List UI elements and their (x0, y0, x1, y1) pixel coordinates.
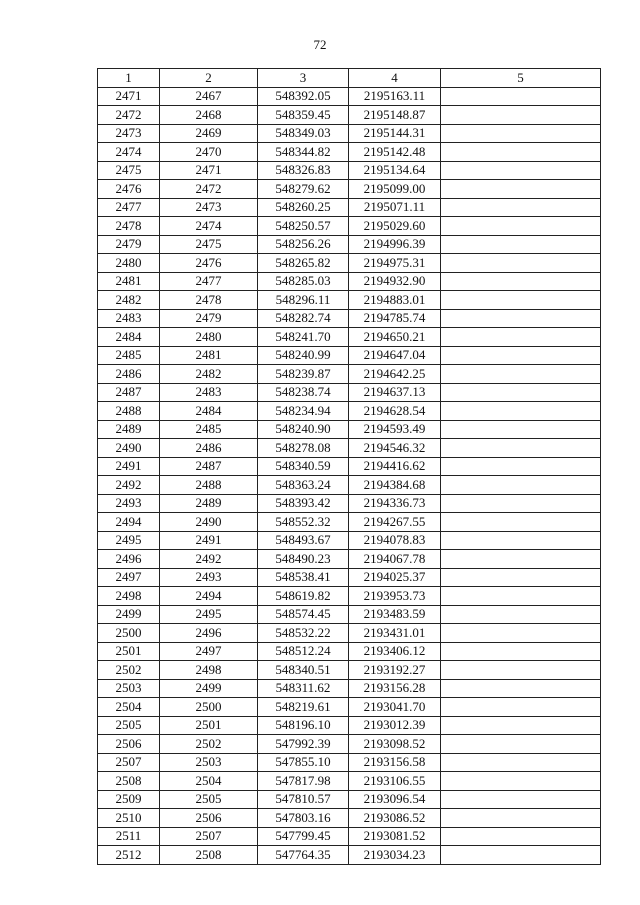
table-row (98, 809, 601, 828)
table-cell (441, 679, 601, 698)
table-cell (441, 254, 601, 273)
table-cell: 2508 (160, 846, 258, 865)
table-row (98, 531, 601, 550)
table-cell: 2193406.12 (349, 642, 441, 661)
table-cell: 2478 (160, 291, 258, 310)
table-cell: 548234.94 (258, 402, 349, 421)
table-cell: 2496 (98, 550, 160, 569)
table-cell: 2485 (160, 420, 258, 439)
table-row (98, 106, 601, 125)
table-cell (441, 328, 601, 347)
table-header-row (98, 69, 601, 88)
table-cell: 2194384.68 (349, 476, 441, 495)
table-row (98, 180, 601, 199)
table-cell (441, 809, 601, 828)
table-cell: 2488 (98, 402, 160, 421)
table-row (98, 198, 601, 217)
table-row (98, 790, 601, 809)
table-cell: 2473 (160, 198, 258, 217)
table-cell: 2495 (98, 531, 160, 550)
table-cell (441, 161, 601, 180)
table-cell: 2484 (98, 328, 160, 347)
table-cell: 548250.57 (258, 217, 349, 236)
table-row (98, 235, 601, 254)
table-cell: 2477 (98, 198, 160, 217)
table-row (98, 568, 601, 587)
table-cell: 2194336.73 (349, 494, 441, 513)
table-cell: 2193483.59 (349, 605, 441, 624)
table-cell: 2506 (160, 809, 258, 828)
table-cell: 2501 (98, 642, 160, 661)
table-cell: 2473 (98, 124, 160, 143)
table-row (98, 309, 601, 328)
table-cell: 548240.90 (258, 420, 349, 439)
table-cell: 2472 (98, 106, 160, 125)
table-cell: 548260.25 (258, 198, 349, 217)
table-cell: 2194975.31 (349, 254, 441, 273)
table-cell: 2471 (98, 87, 160, 106)
table-row (98, 513, 601, 532)
table-cell: 2193953.73 (349, 587, 441, 606)
table-cell: 548285.03 (258, 272, 349, 291)
table-row (98, 161, 601, 180)
column-header: 1 (98, 69, 160, 88)
table-cell: 2467 (160, 87, 258, 106)
table-cell (441, 87, 601, 106)
table-cell: 2479 (98, 235, 160, 254)
table-row (98, 587, 601, 606)
table-cell (441, 494, 601, 513)
table-cell: 2498 (160, 661, 258, 680)
table-cell (441, 716, 601, 735)
table-cell: 548219.61 (258, 698, 349, 717)
table-cell: 2481 (98, 272, 160, 291)
table-cell: 2478 (98, 217, 160, 236)
table-cell (441, 476, 601, 495)
table-row (98, 827, 601, 846)
table-cell: 2195134.64 (349, 161, 441, 180)
table-cell: 2194067.78 (349, 550, 441, 569)
column-header: 2 (160, 69, 258, 88)
table-cell: 2194416.62 (349, 457, 441, 476)
table-cell: 2500 (160, 698, 258, 717)
table-row (98, 420, 601, 439)
table-cell: 2486 (98, 365, 160, 384)
table-cell: 2512 (98, 846, 160, 865)
table-cell: 2490 (160, 513, 258, 532)
table-row (98, 698, 601, 717)
table-cell: 2488 (160, 476, 258, 495)
table-cell: 2195163.11 (349, 87, 441, 106)
table-cell: 2490 (98, 439, 160, 458)
table-cell: 2193431.01 (349, 624, 441, 643)
table-cell: 2482 (98, 291, 160, 310)
table-cell: 2195144.31 (349, 124, 441, 143)
table-cell: 548512.24 (258, 642, 349, 661)
table-cell: 548340.59 (258, 457, 349, 476)
table-cell: 2193096.54 (349, 790, 441, 809)
table-cell: 548490.23 (258, 550, 349, 569)
table-cell (441, 550, 601, 569)
table-cell: 2195071.11 (349, 198, 441, 217)
table-cell: 548279.62 (258, 180, 349, 199)
table-cell: 2193106.55 (349, 772, 441, 791)
table-cell (441, 827, 601, 846)
column-header: 4 (349, 69, 441, 88)
table-row (98, 846, 601, 865)
table-cell: 2481 (160, 346, 258, 365)
table-cell: 2491 (98, 457, 160, 476)
table-cell: 548363.24 (258, 476, 349, 495)
table-cell (441, 272, 601, 291)
table-row (98, 624, 601, 643)
table-cell: 2494 (160, 587, 258, 606)
table-cell: 548493.67 (258, 531, 349, 550)
table-cell: 2503 (98, 679, 160, 698)
table-row (98, 383, 601, 402)
table-cell: 2505 (160, 790, 258, 809)
table-cell: 2492 (98, 476, 160, 495)
table-cell: 2500 (98, 624, 160, 643)
table-cell (441, 217, 601, 236)
table-row (98, 124, 601, 143)
table-cell: 2480 (98, 254, 160, 273)
table-cell (441, 642, 601, 661)
table-cell: 2487 (98, 383, 160, 402)
table-cell: 2194650.21 (349, 328, 441, 347)
table-row (98, 550, 601, 569)
table-cell: 548296.11 (258, 291, 349, 310)
table-cell: 2193041.70 (349, 698, 441, 717)
table-cell: 2506 (98, 735, 160, 754)
table-cell: 2469 (160, 124, 258, 143)
table-cell: 2504 (160, 772, 258, 791)
table-cell: 2493 (160, 568, 258, 587)
table-cell (441, 624, 601, 643)
table-cell: 2487 (160, 457, 258, 476)
column-header: 3 (258, 69, 349, 88)
table-cell: 2483 (160, 383, 258, 402)
table-cell: 2195029.60 (349, 217, 441, 236)
table-cell: 2193192.27 (349, 661, 441, 680)
table-cell: 2505 (98, 716, 160, 735)
table-cell: 2194025.37 (349, 568, 441, 587)
table-cell: 548326.83 (258, 161, 349, 180)
table-cell: 548196.10 (258, 716, 349, 735)
table-row (98, 365, 601, 384)
table-cell (441, 143, 601, 162)
table-cell: 548538.41 (258, 568, 349, 587)
table-row (98, 772, 601, 791)
table-cell: 548349.03 (258, 124, 349, 143)
table-cell: 2474 (98, 143, 160, 162)
table-cell: 547764.35 (258, 846, 349, 865)
table-row (98, 716, 601, 735)
table-row (98, 272, 601, 291)
table-cell: 2502 (98, 661, 160, 680)
table-cell: 2485 (98, 346, 160, 365)
table-cell: 2194637.13 (349, 383, 441, 402)
table-cell: 548240.99 (258, 346, 349, 365)
table-cell (441, 309, 601, 328)
table-cell (441, 439, 601, 458)
table-cell (441, 291, 601, 310)
table-cell: 2194267.55 (349, 513, 441, 532)
table-cell: 548574.45 (258, 605, 349, 624)
table-cell: 2497 (98, 568, 160, 587)
table-cell (441, 735, 601, 754)
table-cell: 2482 (160, 365, 258, 384)
table-cell: 2194932.90 (349, 272, 441, 291)
table-cell (441, 698, 601, 717)
table-cell: 2483 (98, 309, 160, 328)
table-cell (441, 346, 601, 365)
table-row (98, 753, 601, 772)
table-cell (441, 124, 601, 143)
table-cell: 2495 (160, 605, 258, 624)
table-cell: 2193012.39 (349, 716, 441, 735)
table-row (98, 661, 601, 680)
table-cell: 2194883.01 (349, 291, 441, 310)
table-cell (441, 180, 601, 199)
table-cell (441, 846, 601, 865)
table-cell: 2486 (160, 439, 258, 458)
table-cell: 2489 (160, 494, 258, 513)
table-cell: 2507 (160, 827, 258, 846)
table-cell: 548265.82 (258, 254, 349, 273)
table-cell: 2503 (160, 753, 258, 772)
table-cell: 2193034.23 (349, 846, 441, 865)
table-cell: 2194078.83 (349, 531, 441, 550)
table-cell (441, 587, 601, 606)
table-cell: 2477 (160, 272, 258, 291)
table-cell: 2494 (98, 513, 160, 532)
table-cell: 548256.26 (258, 235, 349, 254)
table-cell (441, 402, 601, 421)
table-row (98, 143, 601, 162)
table-cell: 2501 (160, 716, 258, 735)
table-row (98, 457, 601, 476)
table-cell: 2195148.87 (349, 106, 441, 125)
table-cell: 548392.05 (258, 87, 349, 106)
table-cell: 2479 (160, 309, 258, 328)
table-cell: 2511 (98, 827, 160, 846)
table-cell: 2193086.52 (349, 809, 441, 828)
table-cell: 2498 (98, 587, 160, 606)
table-cell (441, 513, 601, 532)
table-row (98, 328, 601, 347)
table-cell: 2194642.25 (349, 365, 441, 384)
table-cell: 2476 (160, 254, 258, 273)
table-cell: 2474 (160, 217, 258, 236)
table-cell: 548239.87 (258, 365, 349, 384)
table-cell: 548241.70 (258, 328, 349, 347)
table-cell: 2470 (160, 143, 258, 162)
table-cell (441, 790, 601, 809)
table-row (98, 642, 601, 661)
table-cell: 548619.82 (258, 587, 349, 606)
table-cell: 2194546.32 (349, 439, 441, 458)
table-cell: 548311.62 (258, 679, 349, 698)
table-cell: 2468 (160, 106, 258, 125)
table-row (98, 87, 601, 106)
table-cell: 2510 (98, 809, 160, 828)
table-cell: 548238.74 (258, 383, 349, 402)
table-cell (441, 457, 601, 476)
table-cell: 2194647.04 (349, 346, 441, 365)
table-cell: 2496 (160, 624, 258, 643)
table-cell (441, 753, 601, 772)
table-cell: 547855.10 (258, 753, 349, 772)
coordinates-table (97, 68, 601, 865)
table-cell: 2480 (160, 328, 258, 347)
table-cell: 548359.45 (258, 106, 349, 125)
table-cell (441, 420, 601, 439)
table-cell: 547817.98 (258, 772, 349, 791)
table-cell (441, 106, 601, 125)
table-cell: 2492 (160, 550, 258, 569)
table-row (98, 605, 601, 624)
table-cell: 2493 (98, 494, 160, 513)
table-cell: 547992.39 (258, 735, 349, 754)
page-number: 72 (313, 37, 327, 52)
table-cell (441, 198, 601, 217)
table-cell: 2499 (160, 679, 258, 698)
table-cell: 548552.32 (258, 513, 349, 532)
table-cell: 548278.08 (258, 439, 349, 458)
table-cell: 2194628.54 (349, 402, 441, 421)
table-cell: 2193156.58 (349, 753, 441, 772)
table-cell (441, 383, 601, 402)
table-cell: 2502 (160, 735, 258, 754)
table-cell: 2475 (98, 161, 160, 180)
table-cell: 548344.82 (258, 143, 349, 162)
table-row (98, 476, 601, 495)
table-cell (441, 235, 601, 254)
table-cell: 547810.57 (258, 790, 349, 809)
table-cell: 2489 (98, 420, 160, 439)
table-cell: 2507 (98, 753, 160, 772)
table-cell: 2194593.49 (349, 420, 441, 439)
table-cell (441, 772, 601, 791)
table-cell (441, 365, 601, 384)
table-cell: 548340.51 (258, 661, 349, 680)
table-cell: 548532.22 (258, 624, 349, 643)
table-cell: 2508 (98, 772, 160, 791)
table-cell (441, 661, 601, 680)
table-cell: 2504 (98, 698, 160, 717)
table-cell (441, 531, 601, 550)
table-cell: 2484 (160, 402, 258, 421)
table-cell: 2499 (98, 605, 160, 624)
table-cell: 2472 (160, 180, 258, 199)
table-cell: 2497 (160, 642, 258, 661)
table-row (98, 254, 601, 273)
table-cell: 2491 (160, 531, 258, 550)
table-row (98, 735, 601, 754)
table-cell: 547799.45 (258, 827, 349, 846)
table-cell: 2193098.52 (349, 735, 441, 754)
table-cell: 2193081.52 (349, 827, 441, 846)
table-row (98, 439, 601, 458)
table-cell: 2476 (98, 180, 160, 199)
column-header: 5 (441, 69, 601, 88)
table-cell: 2471 (160, 161, 258, 180)
table-cell: 2193156.28 (349, 679, 441, 698)
table-cell: 547803.16 (258, 809, 349, 828)
table-cell (441, 568, 601, 587)
table-row (98, 402, 601, 421)
table-row (98, 494, 601, 513)
table-row (98, 291, 601, 310)
table-cell: 2195099.00 (349, 180, 441, 199)
table-cell: 2194785.74 (349, 309, 441, 328)
table-cell (441, 605, 601, 624)
table-cell: 2475 (160, 235, 258, 254)
table-body (98, 87, 601, 864)
table-cell: 2509 (98, 790, 160, 809)
table-row (98, 679, 601, 698)
table-row (98, 217, 601, 236)
table-cell: 548393.42 (258, 494, 349, 513)
table-cell: 2194996.39 (349, 235, 441, 254)
table-cell: 548282.74 (258, 309, 349, 328)
table-row (98, 346, 601, 365)
table-cell: 2195142.48 (349, 143, 441, 162)
